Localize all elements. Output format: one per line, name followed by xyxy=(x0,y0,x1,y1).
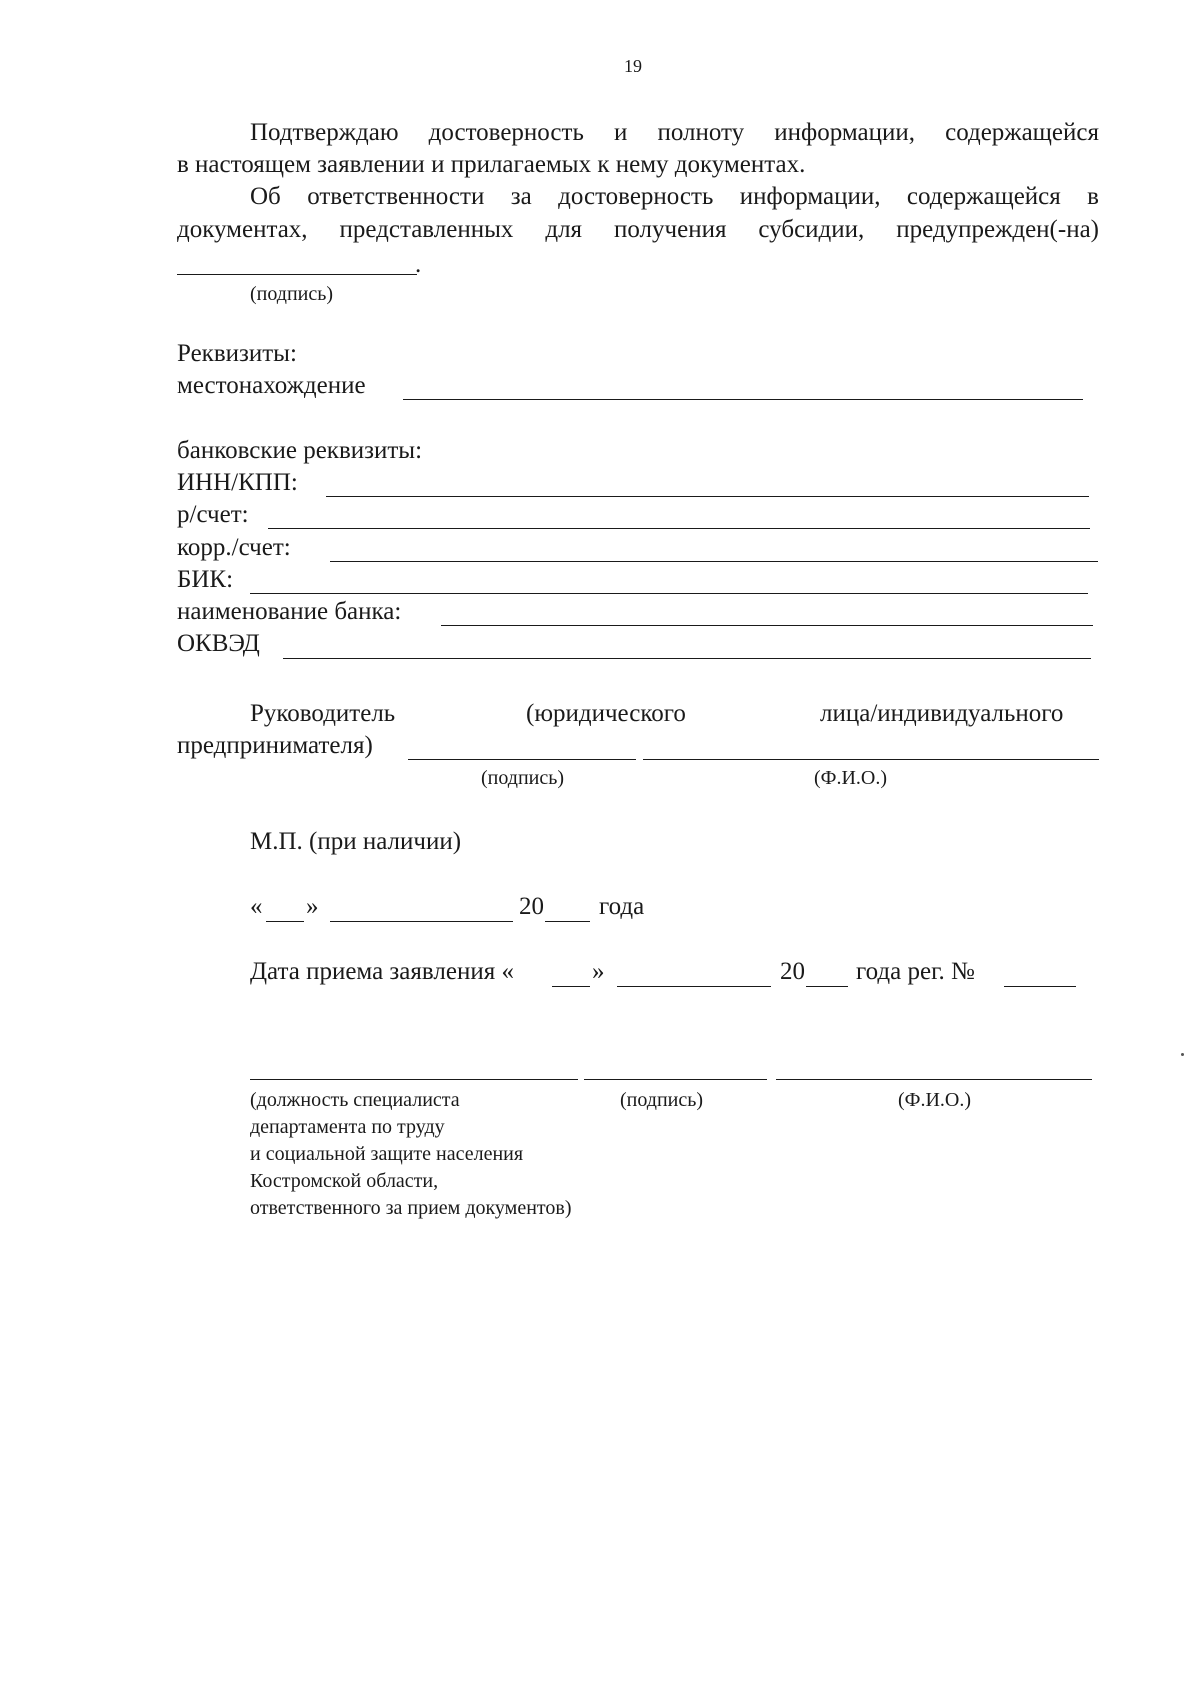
bank-requisites-heading: банковские реквизиты: xyxy=(177,437,423,464)
bik-label: БИК: xyxy=(177,566,234,593)
head-word-3: лица/индивидуального xyxy=(820,700,1064,727)
specialist-caption-line-3: и социальной защите населения xyxy=(250,1143,524,1165)
receipt-close-quote: » xyxy=(592,958,605,985)
head-line-2: предпринимателя) xyxy=(177,732,373,759)
inn-kpp-label: ИНН/КПП: xyxy=(177,469,298,496)
confirm-line-2: в настоящем заявлении и прилагаемых к нему документах. xyxy=(177,151,806,178)
account-label: р/счет: xyxy=(177,501,249,528)
date-year-prefix: 20 xyxy=(519,893,544,920)
responsibility-line-1: Об ответственности за достоверность информации, содержащейся в xyxy=(250,183,1099,210)
receipt-month-line[interactable] xyxy=(617,986,771,987)
receipt-reg-number-line[interactable] xyxy=(1004,986,1076,987)
stamp-note: М.П. (при наличии) xyxy=(250,828,462,855)
head-name-line[interactable] xyxy=(643,759,1099,760)
head-signature-line[interactable] xyxy=(408,759,636,760)
specialist-signature-line[interactable] xyxy=(584,1079,767,1080)
head-word-2: (юридического xyxy=(526,700,686,727)
specialist-caption-line-5: ответственного за прием документов) xyxy=(250,1197,572,1219)
specialist-position-line[interactable] xyxy=(250,1079,578,1080)
receipt-year-prefix: 20 xyxy=(780,958,805,985)
receipt-year-reg: года рег. № xyxy=(856,958,975,985)
specialist-caption-line-4: Костромской области, xyxy=(250,1170,439,1192)
date-year-line[interactable] xyxy=(545,921,590,922)
specialist-signature-caption: (подпись) xyxy=(620,1089,704,1111)
date-close-quote: » xyxy=(306,893,319,920)
requisites-heading: Реквизиты: xyxy=(177,340,297,367)
location-field-line[interactable] xyxy=(403,399,1083,400)
date-year-word: года xyxy=(599,893,645,920)
page-number: 19 xyxy=(624,56,642,76)
scan-speck xyxy=(1181,1053,1184,1056)
receipt-label: Дата приема заявления « xyxy=(250,958,514,985)
bik-field-line[interactable] xyxy=(250,593,1088,594)
location-label: местонахождение xyxy=(177,372,366,399)
bank-name-field-line[interactable] xyxy=(441,625,1093,626)
responsibility-signature-line xyxy=(177,274,417,275)
responsibility-end-mark: . xyxy=(415,251,422,278)
account-field-line[interactable] xyxy=(268,528,1090,529)
specialist-name-line[interactable] xyxy=(776,1079,1092,1080)
head-signature-caption: (подпись) xyxy=(481,767,565,789)
corr-account-label: корр./счет: xyxy=(177,534,291,561)
specialist-caption-line-2: департамента по труду xyxy=(250,1116,445,1138)
okved-field-line[interactable] xyxy=(283,658,1091,659)
confirm-line-1: Подтверждаю достоверность и полноту информации, содержащейся xyxy=(250,119,1099,146)
bank-name-label: наименование банка: xyxy=(177,598,402,625)
specialist-caption-line-1: (должность специалиста xyxy=(250,1089,460,1111)
responsibility-signature-caption: (подпись) xyxy=(250,283,334,305)
corr-account-field-line[interactable] xyxy=(330,561,1098,562)
date-month-line[interactable] xyxy=(330,921,513,922)
receipt-day-line[interactable] xyxy=(552,986,590,987)
okved-label: ОКВЭД xyxy=(177,630,260,657)
head-name-caption: (Ф.И.О.) xyxy=(814,767,888,789)
responsibility-line-2: документах, представленных для получения субсидии, предупрежден(-на) xyxy=(177,216,1099,243)
specialist-name-caption: (Ф.И.О.) xyxy=(898,1089,972,1111)
head-word-1: Руководитель xyxy=(250,700,396,727)
date-open-quote: « xyxy=(250,893,263,920)
inn-kpp-field-line[interactable] xyxy=(326,496,1089,497)
receipt-year-line[interactable] xyxy=(806,986,848,987)
date-day-line[interactable] xyxy=(266,921,304,922)
